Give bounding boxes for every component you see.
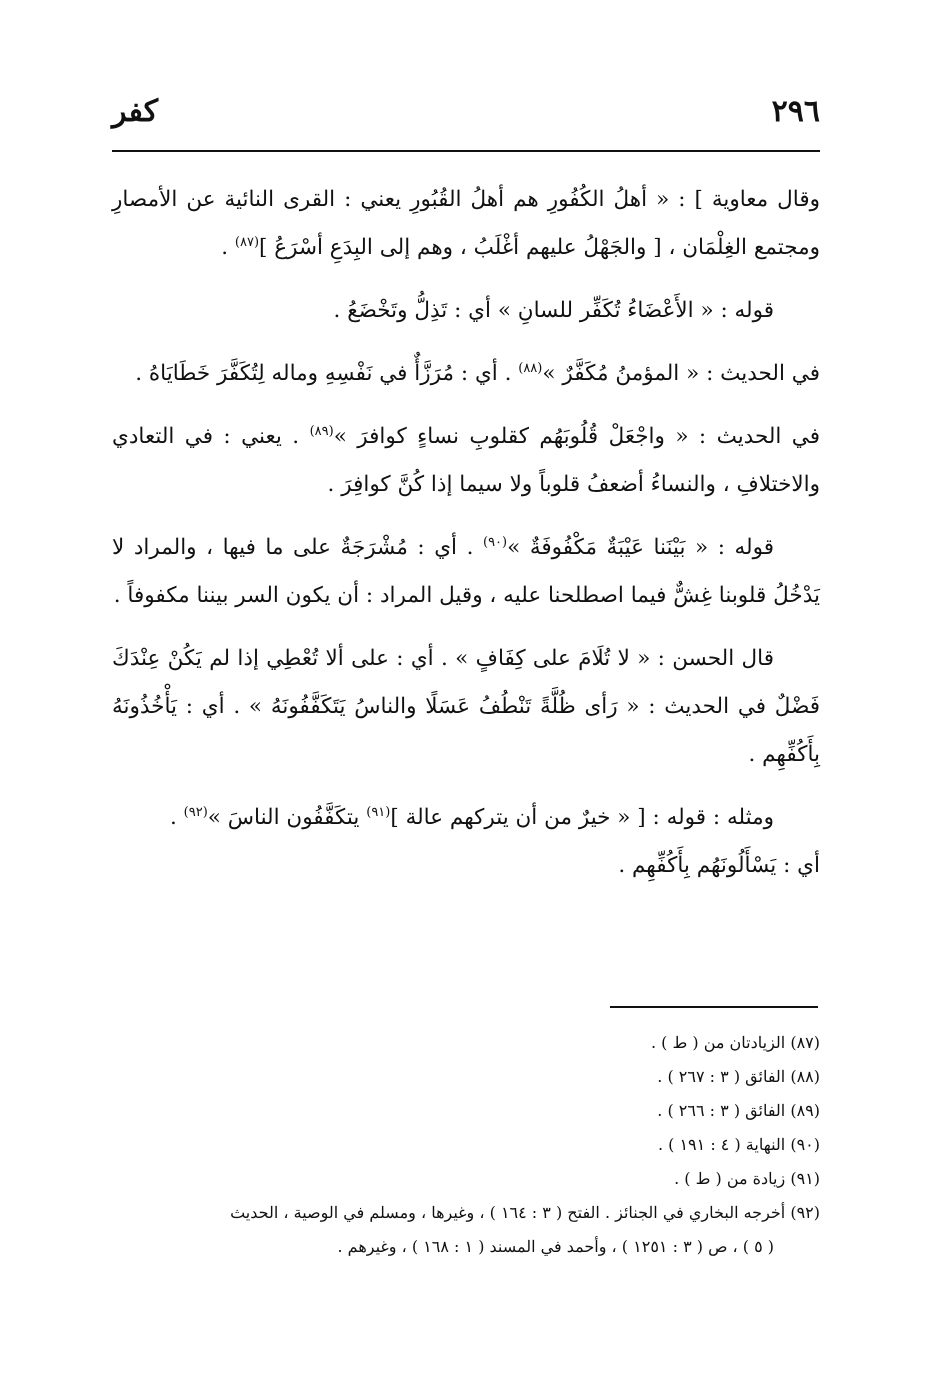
footnote-ref-88: (٨٨) [518, 360, 543, 376]
header-rule [112, 150, 820, 152]
running-head: كفر [112, 94, 159, 129]
footnote-ref-87: (٨٧) [234, 234, 260, 250]
paragraph-6: قال الحسن : « لا تُلَامَ على كِفَافٍ » . أي : على ألا تُعْطِي إذا لم يَكُنْ عِنْدَكَ فَضْلٌ في الحديث : « رَأى ظُلَّةً تَنْطُفُ عَسَلًا والناسُ يَتَكَفَّفُونَهُ » . أي : يَأْخُذُونَهُ بِأَكُفِّهِم . [112, 646, 820, 767]
paragraph-8: أي : يَسْأَلُونَهُم بِأَكُفِّهِم . [618, 853, 820, 878]
footnote-92: (٩٢) أخرجه البخاري في الجنائز . الفتح ( ٣ : ١٦٤ ) ، وغيرها ، ومسلم في الوصية ، الحديث [230, 1203, 820, 1222]
paragraph-5: قوله : « بَيْنَنا عَيْبَةٌ مَكْفُوفَةٌ »$^{(٩٠)}$ . أي : مُشْرَجَةٌ على ما فيها ، والمراد لا يَدْخُلُ قلوبنا غِشٌّ فيما اصطلحنا عليه ، وقيل المراد : أن يكون السر بيننا مكفوفاً . [112, 534, 820, 608]
footnote-89: (٨٩) الفائق ( ٣ : ٢٦٦ ) . [657, 1101, 820, 1120]
footnotes [112, 1026, 820, 1264]
paragraph-4: في الحديث : « واجْعَلْ قُلُوبَهُم كقلوبِ نساءٍ كوافرَ »$^{(٨٩)}$ . يعني : في التعادي والاختلافِ ، والنساءُ أضعفُ قلوباً ولا سيما إذا كُنَّ كوافِرَ . [112, 423, 820, 497]
footnote-ref-91: (٩١) [366, 804, 391, 820]
paragraph-3: في الحديث : « المؤمنُ مُكَفَّرٌ »$^{(٨٨)}$ . أي : مُرَزَّأٌ في نَفْسِهِ وماله لِتُكَفَّرَ خَطَايَاهُ . [135, 360, 820, 386]
page-number: ٢٩٦ [771, 94, 820, 129]
footnote-ref-90: (٩٠) [482, 534, 508, 550]
paragraph-2: قوله : « الأَعْضَاءُ تُكَفِّر للسانِ » أي : تَذِلُّ وتَخْضَعُ . [333, 298, 774, 323]
footnote-88: (٨٨) الفائق ( ٣ : ٢٦٧ ) . [657, 1067, 820, 1086]
paragraph-7: ومثله : قوله : [ « خيرٌ من أن يتركهم عالة ]$^{(٩١)}$ يتكَفَّفُون الناسَ »$^{(٩٢)}$ . [169, 804, 774, 830]
footnote-90: (٩٠) النهاية ( ٤ : ١٩١ ) . [657, 1135, 820, 1154]
footnote-rule [610, 1006, 818, 1008]
footnote-92-continued: ( ٥ ) ، ص ( ٣ : ١٢٥١ ) ، وأحمد في المسند ( ١ : ١٦٨ ) ، وغيرهم . [337, 1237, 774, 1256]
main-text [112, 176, 820, 905]
page-header [112, 84, 820, 144]
footnote-ref-92: (٩٢) [183, 804, 208, 820]
footnote-87: (٨٧) الزيادتان من ( ط ) . [651, 1033, 820, 1052]
footnote-91: (٩١) زيادة من ( ط ) . [674, 1169, 820, 1188]
footnote-ref-89: (٨٩) [309, 423, 334, 439]
paragraph-1: وقال معاوية ] : « أهلُ الكُفُورِ هم أهلُ القُبُورِ يعني : القرى النائية عن الأمصارِ ومجتمع الغِلْمَان ، [ والجَهْلُ عليهم أغْلَبُ ، وهم إلى البِدَعِ أسْرَعُ ]$^{(٨٧)}$ . [112, 187, 820, 260]
